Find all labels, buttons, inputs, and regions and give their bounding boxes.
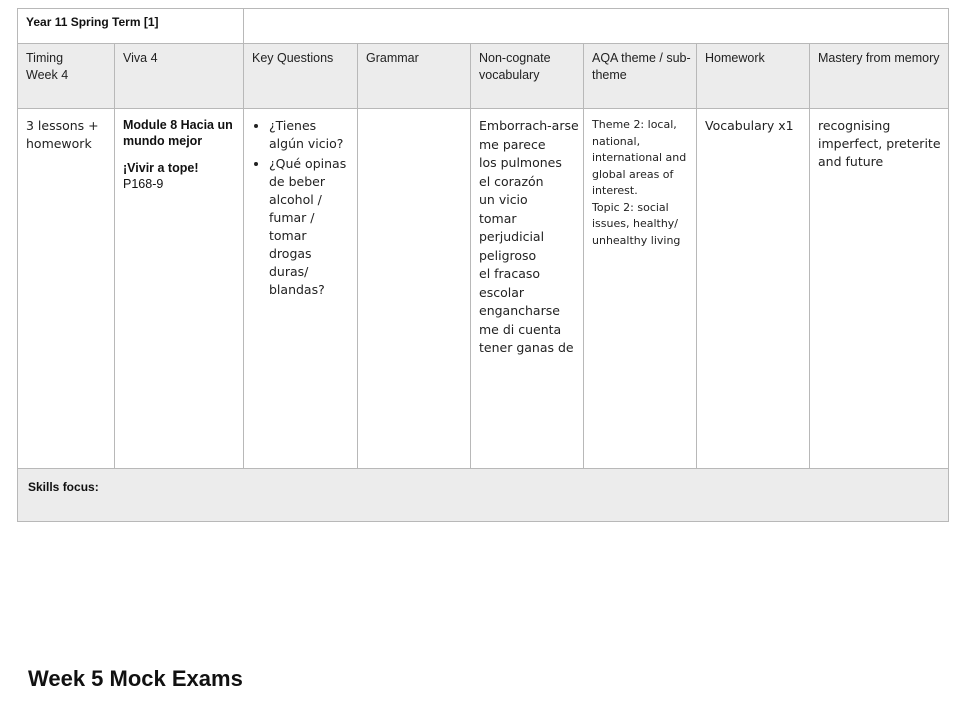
title-blank-cell bbox=[244, 9, 949, 44]
header-timing bbox=[18, 44, 115, 109]
timing-cell: 3 lessons + homework bbox=[18, 109, 115, 469]
vocab-item: tomar perjudicial bbox=[479, 210, 545, 244]
header-mastery: Mastery from memory bbox=[810, 44, 949, 109]
vocab-item: peligroso bbox=[479, 247, 537, 263]
vocab-item: el corazón bbox=[479, 173, 544, 189]
questions-list bbox=[252, 117, 353, 299]
questions-cell bbox=[244, 109, 358, 469]
theme-cell bbox=[584, 109, 697, 469]
header-aqa-theme: AQA theme / sub-theme bbox=[584, 44, 697, 109]
theme-text: Theme 2: local, national, international and global areas of interest. bbox=[592, 118, 687, 197]
unit-title: ¡Vivir a tope! bbox=[123, 161, 199, 175]
header-week: Week 4 bbox=[26, 68, 69, 82]
mock-exams-heading: Week 5 Mock Exams bbox=[28, 666, 243, 691]
header-key-questions: Key Questions bbox=[244, 44, 358, 109]
vocab-item: me di cuenta bbox=[479, 321, 562, 337]
title-row bbox=[18, 9, 949, 44]
vocab-item: un vicio bbox=[479, 192, 528, 207]
header-grammar: Grammar bbox=[358, 44, 471, 109]
skills-focus-label: Skills focus: bbox=[18, 469, 949, 522]
header-homework: Homework bbox=[697, 44, 810, 109]
lesson-plan-table bbox=[17, 8, 949, 522]
skills-row bbox=[18, 469, 949, 522]
vocab-item: los pulmones bbox=[479, 155, 562, 170]
question-item: • ¿Qué opinas de beber alcohol / fumar / tomar drogas duras/ blandas? bbox=[269, 155, 353, 299]
vocab-item: engancharse bbox=[479, 303, 560, 318]
vocab-item: el fracaso escolar bbox=[479, 266, 541, 300]
header-timing-label: Timing bbox=[26, 51, 64, 65]
vocab-item: tener ganas de bbox=[479, 340, 574, 355]
grammar-cell bbox=[358, 109, 471, 469]
page-range: P168-9 bbox=[123, 177, 164, 191]
vocab-item: me parece bbox=[479, 136, 546, 152]
content-row bbox=[18, 109, 949, 469]
topic-text: Topic 2: social issues, healthy/ unhealthy living bbox=[592, 200, 681, 247]
homework-cell: Vocabulary x1 bbox=[697, 109, 810, 469]
module-cell bbox=[115, 109, 244, 469]
vocab-item: Emborrach-arse bbox=[479, 118, 579, 133]
header-row bbox=[18, 44, 949, 109]
question-item: • ¿Tienes algún vicio? bbox=[269, 117, 353, 153]
vocabulary-cell bbox=[471, 109, 584, 469]
mastery-cell: recognising imperfect, preterite and future bbox=[810, 109, 949, 469]
table-title: Year 11 Spring Term [1] bbox=[18, 9, 244, 44]
header-non-cognate: Non-cognate vocabulary bbox=[471, 44, 584, 109]
header-viva: Viva 4 bbox=[115, 44, 244, 109]
module-title: Module 8 Hacia un mundo mejor bbox=[123, 118, 233, 148]
